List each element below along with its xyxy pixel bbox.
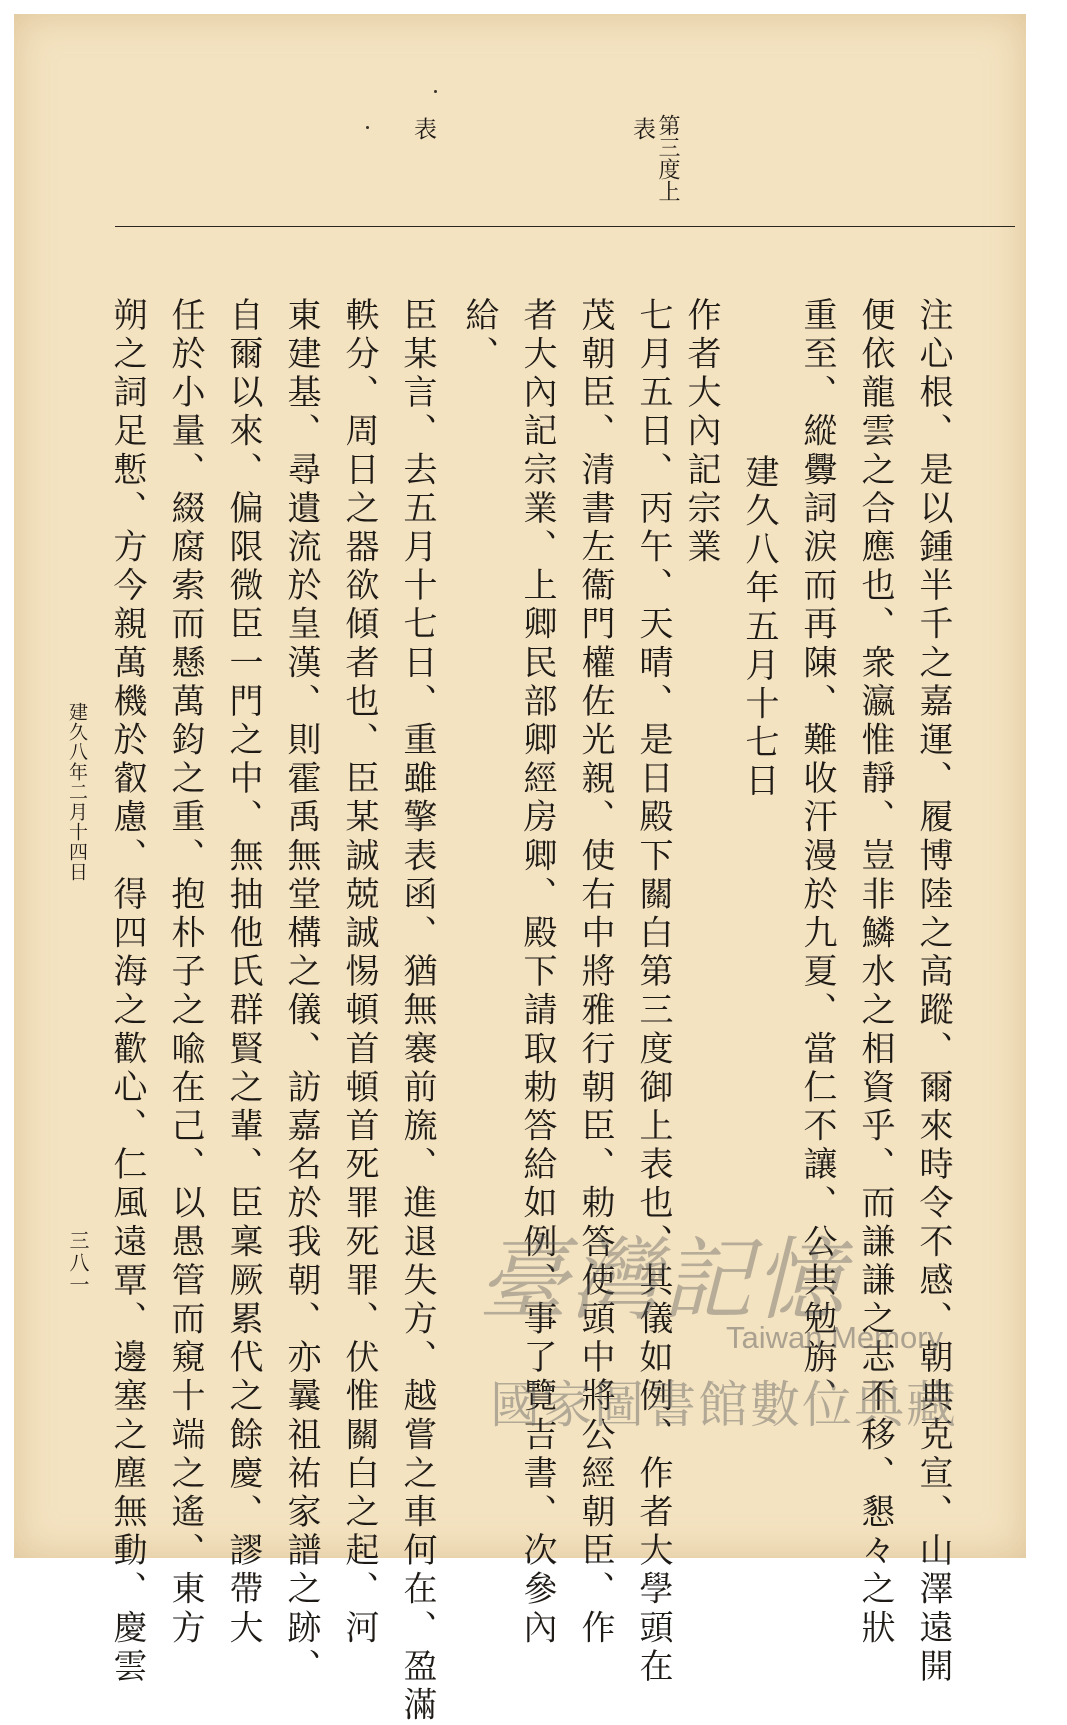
text-column: 朔之詞足慙、方今親萬機於叡慮、得四海之歡心、仁風遠覃、邊塞之塵無動、慶雲	[107, 297, 147, 1687]
text-column: 臣某言、去五月十七日、重雖擎表函、猶無褰前旒、進退失方、越嘗之車何在、盈滿	[397, 297, 437, 1725]
text-column: 任於小量、綴腐索而懸萬鈞之重、抱朴子之喩在己、以愚管而窺十端之遙、東方	[165, 297, 205, 1648]
document-page	[14, 14, 1026, 1725]
text-column: 軼分、周日之器欲傾者也、臣某誠兢誠惕頓首頓首死罪死罪、伏惟關白之起、河	[339, 297, 379, 1648]
text-column: 者大內記宗業、上卿民部卿經房卿、殿下請取勅答給如例、事了覽吉書、次參內	[517, 297, 557, 1648]
text-column: 給、	[459, 297, 499, 375]
watermark-english: Taiwan Memory	[726, 1320, 944, 1355]
author-line: 作者大內記宗業	[681, 297, 721, 568]
text-column: 重至、縱釁詞涙而再陳、難收汗漫於九夏、當仁不讓、公共勉旃、	[797, 297, 837, 1417]
header-right-label: 表	[629, 117, 655, 141]
watermark-logo-text: 臺灣記憶	[478, 1228, 846, 1333]
text-column: 茂朝臣、清書左衞門權佐光親、使右中將雅行朝臣、勅答使頭中將公經朝臣、作	[575, 297, 615, 1648]
text-column: 東建基、尋遺流於皇漢、則霍禹無堂構之儀、訪嘉名於我朝、亦曩祖祐家譜之跡、	[281, 297, 321, 1687]
date-line: 建久八年五月十七日	[739, 454, 779, 802]
header-mark	[434, 90, 437, 93]
header-left-label: 表	[410, 117, 436, 141]
text-column: 自爾以來、偏限微臣一門之中、無抽他氏群賢之輩、臣稟厥累代之餘慶、謬帶大	[223, 297, 263, 1648]
text-column: 注心根、是以鍾半千之嘉運、履博陸之高蹤、爾來時令不感、朝典克宣、山澤遠開	[913, 297, 953, 1687]
margin-date: 建久八年二月十四日	[66, 702, 88, 882]
watermark-chinese: 國家圖書館數位典藏	[490, 1376, 958, 1434]
text-column: 便依龍雲之合應也、衆瀛惟靜、豈非鱗水之相資乎、而謙謙之志不移、懇々之狀	[855, 297, 895, 1648]
header-rule	[115, 226, 1015, 227]
header-mark	[366, 126, 369, 129]
text-column: 七月五日、丙午、天晴、是日殿下關白第三度御上表也、其儀如例、作者大學頭在	[633, 297, 673, 1687]
page-number: 三八一	[66, 1230, 90, 1296]
header-right-title: 第三度上	[655, 114, 680, 202]
